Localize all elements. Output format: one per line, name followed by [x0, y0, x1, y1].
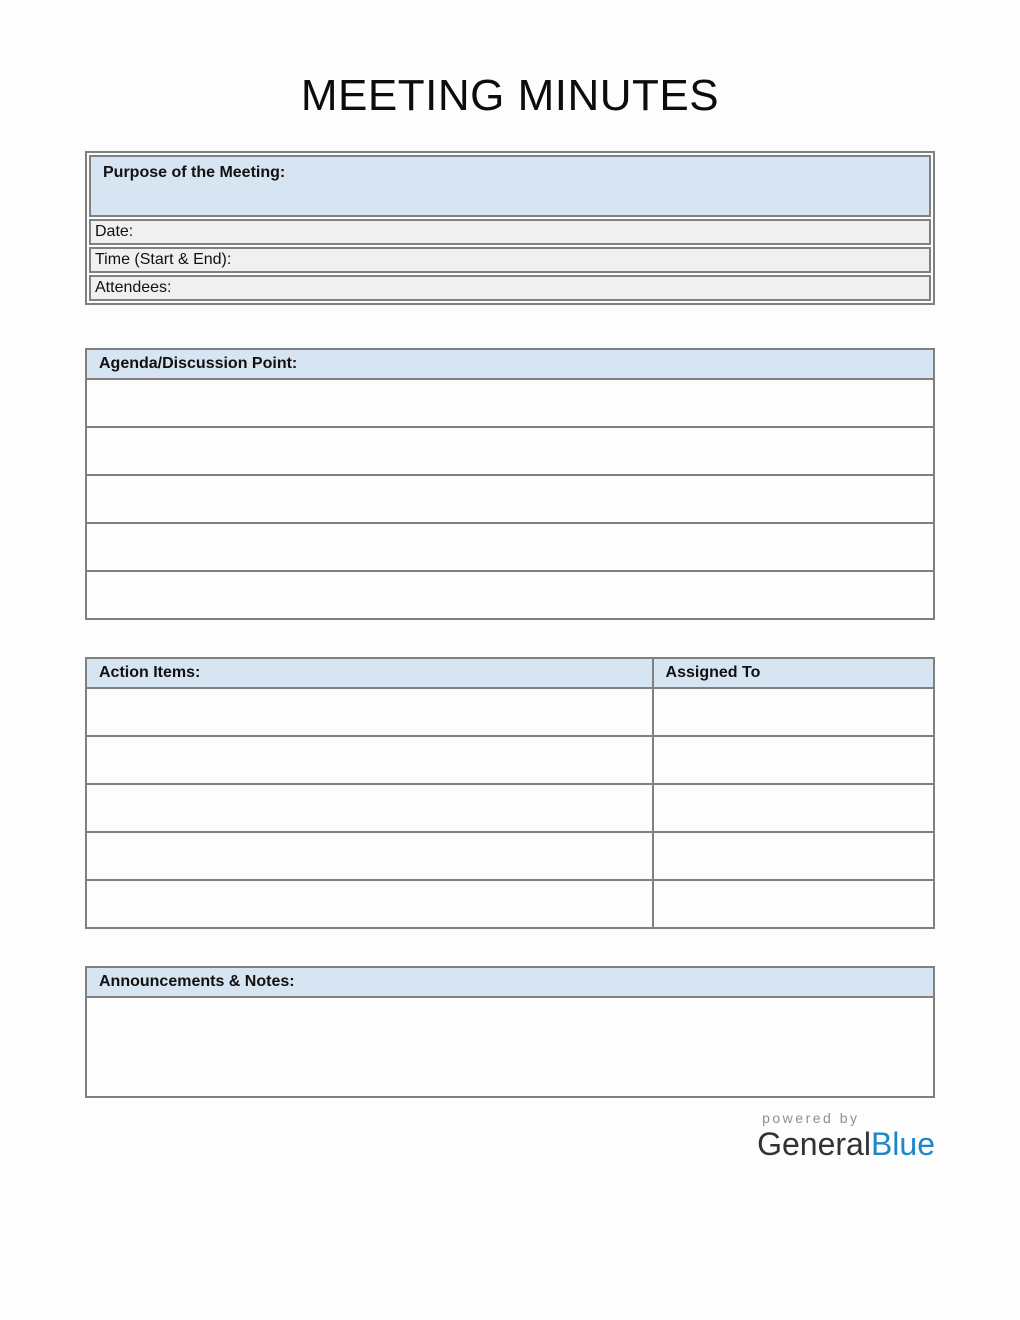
announcements-empty-row	[86, 997, 934, 1097]
meeting-info-table	[85, 151, 935, 305]
action-items-header-cell: Action Items:	[86, 658, 653, 688]
assigned-to-empty-cell	[653, 880, 934, 928]
date-row: Date:	[89, 219, 931, 245]
agenda-empty-row	[86, 523, 934, 571]
announcements-table	[85, 966, 935, 1098]
action-item-empty-cell	[86, 880, 653, 928]
assigned-to-empty-cell	[653, 784, 934, 832]
action-items-table	[85, 657, 935, 929]
action-item-empty-cell	[86, 832, 653, 880]
agenda-empty-row	[86, 475, 934, 523]
brand-general-text: General	[757, 1126, 871, 1162]
page-title: MEETING MINUTES	[300, 71, 720, 120]
assigned-to-header-cell: Assigned To	[653, 658, 934, 688]
agenda-empty-row	[86, 427, 934, 475]
assigned-to-empty-cell	[653, 736, 934, 784]
action-item-empty-cell	[86, 736, 653, 784]
purpose-header-cell: Purpose of the Meeting:	[89, 155, 931, 217]
brand-footer-inner	[757, 1110, 935, 1162]
powered-by-text: powered by	[762, 1110, 860, 1126]
attendees-row: Attendees:	[89, 275, 931, 301]
action-item-empty-cell	[86, 784, 653, 832]
time-row: Time (Start & End):	[89, 247, 931, 273]
announcements-header-cell: Announcements & Notes:	[86, 967, 934, 997]
general-blue-logo	[757, 1126, 935, 1162]
brand-footer	[85, 1110, 935, 1162]
action-item-empty-cell	[86, 688, 653, 736]
agenda-empty-row	[86, 571, 934, 619]
agenda-table	[85, 348, 935, 620]
agenda-header-cell: Agenda/Discussion Point:	[86, 349, 934, 379]
brand-blue-text: Blue	[870, 1126, 935, 1162]
assigned-to-empty-cell	[653, 688, 934, 736]
agenda-empty-row	[86, 379, 934, 427]
assigned-to-empty-cell	[653, 832, 934, 880]
